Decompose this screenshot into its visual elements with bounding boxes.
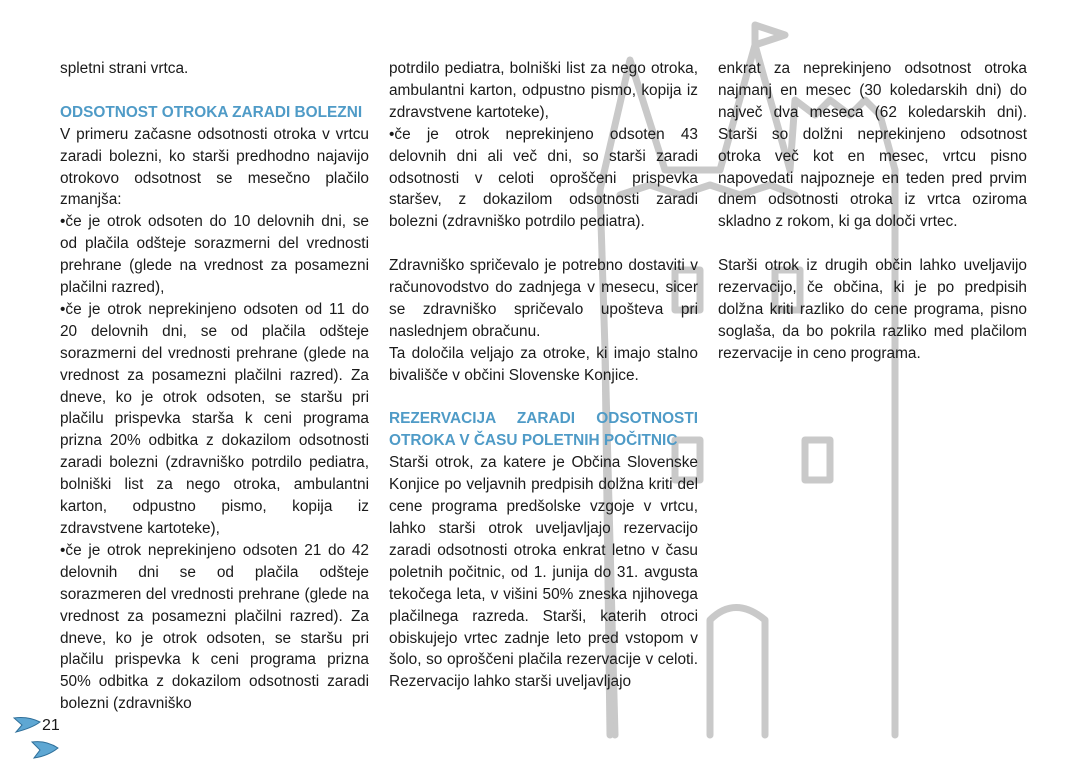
page-number: 21 [42,717,60,734]
bullet-item: •če je otrok neprekinjeno odsoten 21 do 42 delovnih dni se od plačila odšteje sorazmeren del vrednosti prehrane (glede na vrednost za posamezni plačilni razred). Za dneve, ko je otrok odsoten, se staršu pri plačilu prispevka k ceni programa prizna 50% odbitka z dokazilom odsotnosti zaradi bolezni (zdravniško [60,541,369,713]
paragraph: Zdravniško spričevalo je potrebno dostaviti v računovodstvo do zadnjega v mesecu, sicer se zdravniško spričevalo upošteva pri naslednjem obračunu. [389,257,698,340]
bullet-item: •če je otrok neprekinjeno odsoten 43 delovnih dni ali več dni, so starši zaradi odsotnosti v celoti oproščeni prispevka staršev, z dokazilom odsotnosti zaradi bolezni (zdravniško potrdilo pediatra). [389,125,698,231]
column-3 [718,58,1027,365]
paragraph: enkrat za neprekinjeno odsotnost otroka najmanj en mesec (30 koledarskih dni) do največ dva meseca (62 koledarskih dni). Starši so dolžni neprekinjeno odsotnost otroka več kot en mesec, vrtcu pisno napovedati najpozneje en teden pred prvim dnem odsotnosti otroka iz vrtca oziroma skladno z rokom, ki ga določi vrtec. [718,60,1027,231]
paragraph: V primeru začasne odsotnosti otroka v vrtcu zaradi bolezni, ko starši predhodno najavijo otrokovo odsotnost se mesečno plačilo zmanjša: [60,125,369,209]
paragraph: Ta določila veljajo za otroke, ki imajo stalno bivališče v občini Slovenske Konjice. [389,344,698,384]
column-1 [60,58,369,715]
paragraph: Starši otrok iz drugih občin lahko uveljavijo rezervacijo, če občina, ki je po predpisih dolžna kriti razliko do cene programa, pisno soglaša, da bo pokrila razliko med plačilom rezervacije in ceno programa. [718,257,1027,362]
paragraph: potrdilo pediatra, bolniški list za nego otroka, ambulantni karton, odpustno pismo, kopija iz zdravstvene kartoteke), [389,60,698,121]
paragraph: spletni strani vrtca. [60,60,189,77]
bullet-item: •če je otrok odsoten do 10 delovnih dni, se od plačila odšteje sorazmerni del vrednosti prehrane (glede na vrednost za posamezni plačilni razred), [60,213,369,297]
section-heading: ODSOTNOST OTROKA ZARADI BOLEZNI [60,103,363,121]
section-heading: REZERVACIJA ZARADI ODSOTNOSTI OTROKA V ČASU POLETNIH POČITNIC [389,410,698,450]
column-2 [389,58,698,693]
bullet-item: •če je otrok neprekinjeno odsoten od 11 do 20 delovnih dni, se od plačila odšteje sorazmerni del vrednosti prehrane (glede na vrednost za posamezni plačilni razred). Za dneve, ko je otrok odsoten, se staršu pri plačilu prispevka starša k ceni programa prizna 20% odbitka z dokazilom odsotnosti zaradi bolezni (zdravniško potrdilo pediatra, bolniški list za nego otroka, ambulantni karton, odpustno pismo, kopija iz zdravstvene kartoteke), [60,300,369,538]
paragraph: Starši otrok, za katere je Občina Slovenske Konjice po veljavnih predpisih dolžna kriti del cene programa predšolske vzgoje v vrtcu, lahko starši otrok uveljavljajo rezervacijo zaradi odsotnosti otroka enkrat letno v času poletnih počitnic, od 1. junija do 31. avgusta tekočega leta, v višini 50% zneska njihovega plačilnega razreda. Starši, katerih otroci obiskujejo vrtec zadnje leto pred vstopom v šolo, so oproščeni plačila rezervacije v celoti. Rezervacijo lahko starši uveljavljajo [389,454,698,691]
